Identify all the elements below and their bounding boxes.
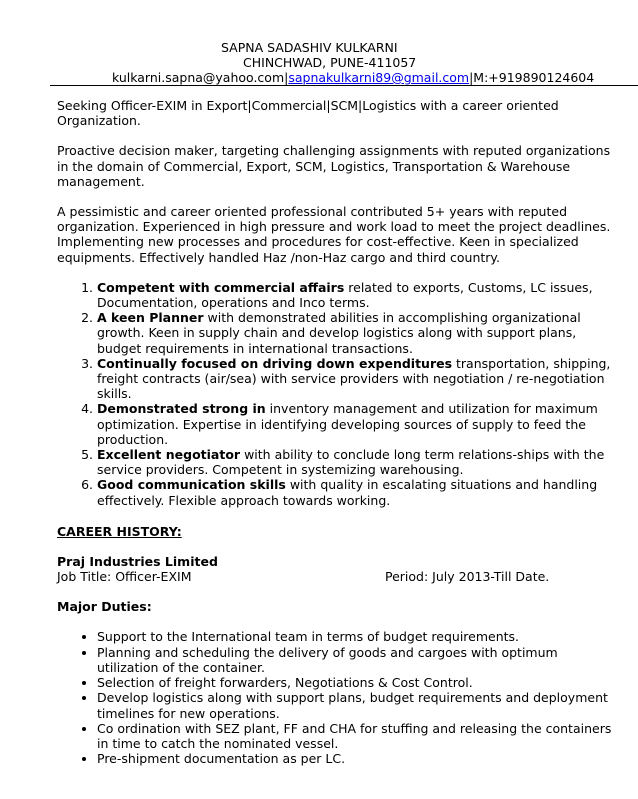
- duty-item: • Support to the International team in terms of budget requirements.: [97, 629, 617, 644]
- resume-body: [57, 98, 617, 766]
- alt-email-link[interactable]: sapnakulkarni89@gmail.com: [288, 70, 470, 85]
- skill-text: with demonstrated abilities in accomplishing organizational growth. Keen in supply chain and develop logistics along with support plans, budget requirements in international transactions.: [97, 310, 581, 356]
- skill-highlight: Good communication skills: [97, 477, 286, 493]
- job-row: [57, 569, 617, 584]
- skill-highlight: Excellent negotiator: [97, 447, 241, 463]
- skill-text: transportation, shipping, freight contracts (air/sea) with service providers with negotiation / re-negotiation skills.: [97, 355, 611, 402]
- career-history-heading: CAREER HISTORY:: [57, 523, 182, 539]
- profile-paragraph: A pessimistic and career oriented professional contributed 5+ years with reputed organization. Experienced in high pressure and work load to meet the project deadlines. Implementing new processes and procedures for cost-effective. Keen in specialized equipments. Effectively handled Haz /non-Haz cargo and third country.: [57, 204, 611, 265]
- skill-highlight: Demonstrated strong in: [97, 401, 266, 417]
- skills-list: [57, 280, 617, 508]
- duty-item: • Co ordination with SEZ plant, FF and CHA for stuffing and releasing the containers in time to catch the nominated vessel.: [97, 721, 617, 751]
- duty-item: • Planning and scheduling the delivery of goods and cargoes with optimum utilization of the container.: [97, 645, 617, 675]
- candidate-address: CHINCHWAD, PUNE-411057: [243, 55, 417, 70]
- skill-item: [97, 280, 617, 310]
- duty-item: • Develop logistics along with support plans, budget requirements and deployment timelines for new operations.: [97, 690, 617, 720]
- skill-item: [97, 447, 617, 477]
- duties-list: [57, 629, 617, 766]
- candidate-name: SAPNA SADASHIV KULKARNI: [221, 40, 398, 55]
- skill-highlight: Competent with commercial affairs: [97, 279, 345, 295]
- skill-text: inventory management and utilization for maximum optimization. Expertise in identifying developing sources of supply to feed the production.: [97, 401, 598, 447]
- duty-item: • Pre-shipment documentation as per LC.: [97, 751, 617, 766]
- skill-item: [97, 310, 617, 356]
- job-title: Job Title: Officer-EXIM: [57, 569, 192, 585]
- skill-item: [97, 356, 617, 402]
- duty-item: • Selection of freight forwarders, Negotiations & Cost Control.: [97, 675, 617, 690]
- skill-highlight: A keen Planner: [97, 310, 204, 326]
- contact-line: [112, 70, 594, 85]
- summary-paragraph: Proactive decision maker, targeting challenging assignments with reputed organizations in the domain of Commercial, Export, SCM, Logistics, Transportation & Warehouse management.: [57, 143, 611, 189]
- objective-paragraph: Seeking Officer-EXIM in Export|Commercial|SCM|Logistics with a career oriented Organization.: [57, 98, 559, 129]
- major-duties-heading: Major Duties:: [57, 599, 152, 615]
- primary-email: kulkarni.sapna@yahoo.com: [112, 70, 285, 85]
- skill-text: with ability to conclude long term relations-ships with the service providers. Competent in systemizing warehousing.: [97, 447, 605, 478]
- skill-item: [97, 477, 617, 507]
- contact-separator: |: [284, 70, 289, 85]
- skill-text: with quality in escalating situations and handling effectively. Flexible approach towards working.: [97, 477, 598, 508]
- job-period: Period: July 2013-Till Date.: [385, 569, 550, 585]
- skill-text: related to exports, Customs, LC issues, Documentation, operations and Inco terms.: [97, 279, 593, 311]
- skill-item: [97, 401, 617, 447]
- header-divider: [50, 85, 638, 86]
- skill-highlight: Continually focused on driving down expenditures: [97, 355, 453, 371]
- company-name: Praj Industries Limited: [57, 554, 218, 570]
- mobile-number: |M:+919890124604: [469, 70, 595, 85]
